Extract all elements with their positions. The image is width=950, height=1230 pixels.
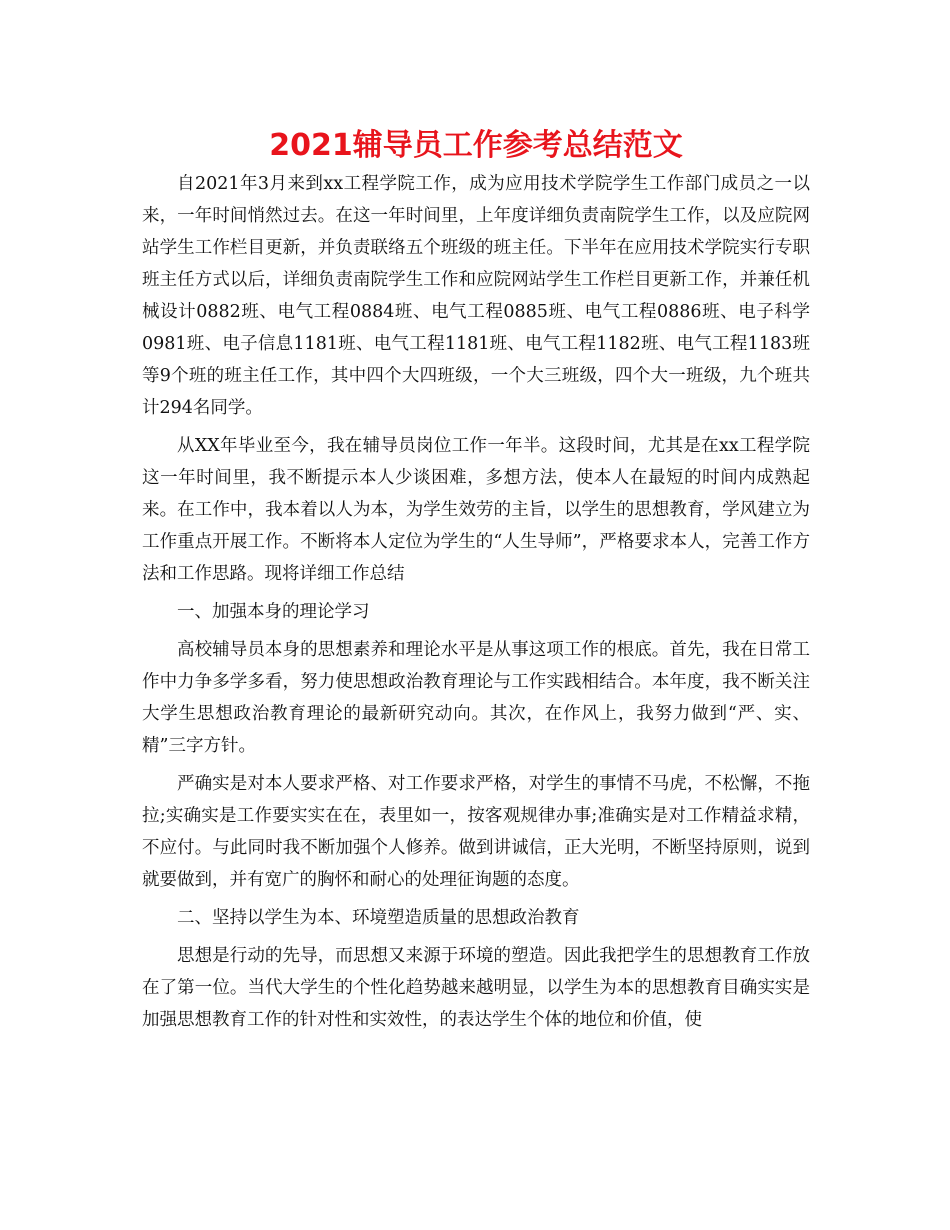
paragraph-strict-requirements: 严确实是对本人要求严格、对工作要求严格，对学生的事情不马虎，不松懈，不拖拉;实确实是工作要实实在在，表里如一，按客观规律办事;准确实是对工作精益求精，不应付。与此同时我不断加强个人修养。做到讲诚信，正大光明，不断坚持原则，说到就要做到，并有宽广的胸怀和耐心的处理征询题的态度。	[142, 774, 810, 890]
section-heading-1: 一、加强本身的理论学习	[177, 602, 370, 622]
paragraph-intro: 自2021年3月来到xx工程学院工作，成为应用技术学院学生工作部门成员之一以来，一年时间悄然过去。在这一年时间里，上年度详细负责南院学生工作，以及应院网站学生工作栏目更新，并负责联络五个班级的班主任。下半年在应用技术学院实行专职班主任方式以后，详细负责南院学生工作和应院网站学生工作栏目更新工作，并兼任机械设计0882班、电气工程0884班、电气工程0885班、电气工程0886班、电子科学0981班、电子信息1181班、电气工程1181班、电气工程1182班、电气工程1183班等9个班的班主任工作，其中四个大四班级，一个大三班级，四个大一班级，九个班共计294名同学。	[142, 174, 810, 418]
document-title: 2021辅导员工作参考总结范文	[269, 128, 683, 163]
document-page	[142, 124, 810, 1042]
paragraph-background: 从XX年毕业至今，我在辅导员岗位工作一年半。这段时间，尤其是在xx工程学院这一年时间里，我不断提示本人少谈困难，多想方法，使本人在最短的时间内成熟起来。在工作中，我本着以人为本，为学生效劳的主旨，以学生的思想教育，学风建立为工作重点开展工作。不断将本人定位为学生的“人生导师”，严格要求本人，完善工作方法和工作思路。现将详细工作总结	[142, 436, 810, 584]
paragraph-theory-study: 高校辅导员本身的思想素养和理论水平是从事这项工作的根底。首先，我在日常工作中力争多学多看，努力使思想政治教育理论与工作实践相结合。本年度，我不断关注大学生思想政治教育理论的最新研究动向。其次，在作风上，我努力做到“严、实、精”三字方针。	[142, 640, 810, 756]
section-heading-2: 二、坚持以学生为本、环境塑造质量的思想政治教育	[177, 908, 580, 928]
paragraph-thought-education: 思想是行动的先导，而思想又来源于环境的塑造。因此我把学生的思想教育工作放在了第一位。当代大学生的个性化趋势越来越明显，以学生为本的思想教育目确实实是加强思想教育工作的针对性和实效性，的表达学生个体的地位和价值，使	[142, 946, 810, 1030]
